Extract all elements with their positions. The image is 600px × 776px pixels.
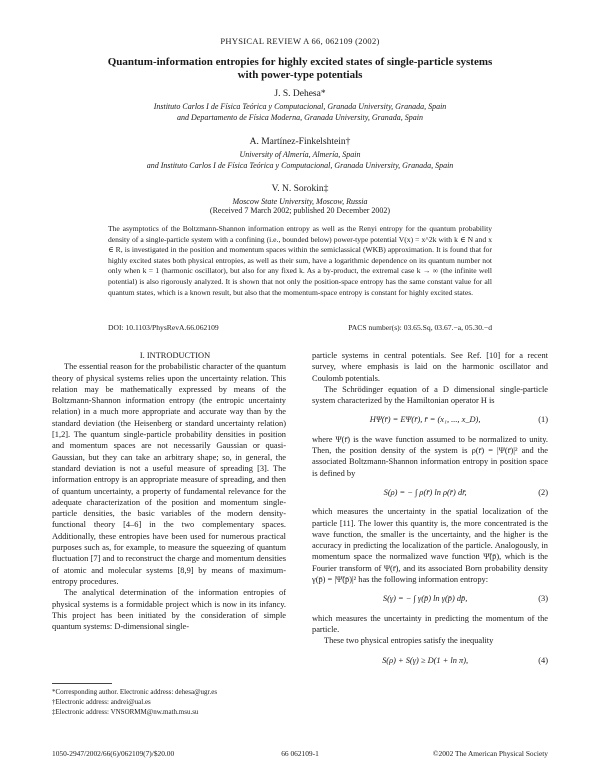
right-paragraph-2: The Schrödinger equation of a D dimensional single-particle system characterized by the Hamiltonian operator H is [312, 384, 548, 406]
affiliation-2a: University of Almería, Almería, Spain [239, 150, 361, 159]
equation-1-number: (1) [538, 415, 548, 425]
intro-paragraph-1: The essential reason for the probabilistic character of the quantum theory of physical systems relies upon the uncertainty relation. This relation may be mathematically expressed by means of the Boltzmann-Shannon information entropy (the entropic uncertainty relation) in a much more appropriate and accurate way than by the standard deviation (the Heisenberg or standard uncertainty relation) [1,2]. The quantum single-particle probability densities in position and momentum spaces are not necessarily Gaussian or quasi-Gaussian, but they can take an arbitrary shape; so, in general, the standard deviation is not a useful measure of spreading [3]. The information entropy is an appropriate measure of spreading, and then of quantum uncertainty, a property of fundamental relevance for the adequate characterization of the position and momentum single-particle densities, the basic variables of the modern density-functional theory [4–6] in the two complementary spaces. Additionally, these entropies have been used for numerous practical purposes such as, for example, to measure the squeezing of quantum fluctuation [7] and to reconstruct the charge and momentum densities of atomic and molecular systems [8,9] by means of maximum-entropy procedures. [52, 362, 286, 586]
author-1: J. S. Dehesa* [274, 89, 326, 99]
footnotes [52, 683, 286, 717]
affiliation-1a: Instituto Carlos I de Física Teórica y Computacional, Granada University, Granada, Spain [153, 102, 447, 111]
section-heading-introduction: I. INTRODUCTION [139, 351, 211, 360]
footnote-2: †Electronic address: andrei@ual.es [52, 698, 151, 706]
title-line-1: Quantum-information entropies for highly excited states of single-particle systems [107, 56, 493, 68]
right-paragraph-5: which measures the uncertainty in predicting the momentum of the particle. [312, 613, 548, 634]
right-paragraph-6: These two physical entropies satisfy the inequality [324, 636, 494, 646]
equation-3-body: S(γ) = − ∫ γ(p̄) ln γ(p̄) dp̄, [382, 594, 468, 604]
pacs-numbers: PACS number(s): 03.65.Sq, 03.67.−a, 05.30.−d [348, 323, 492, 332]
equation-3 [312, 593, 548, 604]
equation-4 [312, 655, 548, 666]
equation-4-number: (4) [538, 655, 548, 665]
right-paragraph-4: which measures the uncertainty in the spatial localization of the particle [11]. The lower this quantity is, the more concentrated is the wave function, the smaller is the uncertainty, and the higher is the accuracy in predicting the localization of the particle. Analogously, in momentum space the normalized wave function Ψ̃(p̄), which is the Fourier transform of Ψ(r̄), and its associated Born probability density γ(p̄) = |Ψ̃(p̄)|² has the following information entropy: [312, 507, 548, 585]
title-line-2: with power-type potentials [237, 69, 363, 81]
equation-1 [312, 414, 548, 425]
intro-paragraph-2: The analytical determination of the information entropies of physical systems is a formidable project which is now in its infancy. This project has been initiated by the consideration of simple quantum systems: D-dimensional single- [52, 588, 286, 632]
author-3: V. N. Sorokin‡ [271, 184, 329, 194]
footer-issn: 1050-2947/2002/66(6)/062109(7)/$20.00 [52, 749, 175, 758]
paper-title [0, 56, 600, 82]
equation-2 [312, 487, 548, 498]
journal-header: PHYSICAL REVIEW A 66, 062109 (2002) [220, 36, 380, 46]
affiliation-3a: Moscow State University, Moscow, Russia [232, 197, 368, 206]
equation-2-body: S(ρ) = − ∫ ρ(r̄) ln ρ(r̄) dr̄, [383, 487, 467, 497]
equation-1-body: HΨ(r̄) = EΨ(r̄), r̄ = (x₁, ..., x_D), [369, 415, 481, 425]
footer-page-number: 66 062109-1 [281, 749, 319, 758]
received-dates: (Received 7 March 2002; published 20 December 2002) [209, 206, 391, 215]
doi: DOI: 10.1103/PhysRevA.66.062109 [108, 323, 219, 332]
footnote-1: *Corresponding author. Electronic address: dehesa@ugr.es [52, 688, 218, 696]
right-paragraph-1: particle systems in central potentials. See Ref. [10] for a recent survey, where emphasis is laid on the harmonic oscillator and Coulomb potentials. [312, 351, 548, 383]
affiliation-1b: and Departamento de Física Moderna, Granada University, Granada, Spain [177, 113, 423, 122]
abstract: The asymptotics of the Boltzmann-Shannon information entropy as well as the Renyi entropy for the quantum probability density of a single-particle system with a confining (i.e., bounded below) power-type potential V(x) = x^2k with k ∈ N and x ∈ R, is investigated in the position and momentum spaces within the semiclassical (WKB) approximation. It is found that for highly excited states both physical entropies, as well as their sum, have a logarithmic dependence on its quantum number not only when k = 1 (harmonic oscillator), but also for any fixed k. As a by-product, the extremal case k → ∞ (the infinite well potential) is also rigorously analyzed. It is shown that not only the position-space entropy has the same constant value for all quantum states, which is a known result, but also that the momentum-space entropy is constant for highly excited states. [108, 224, 492, 297]
footnote-rule [52, 683, 112, 684]
left-column [52, 350, 286, 632]
equation-3-number: (3) [538, 594, 548, 604]
right-column [312, 350, 548, 674]
author-2: A. Martínez-Finkelshtein† [249, 137, 351, 147]
footer-copyright: ©2002 The American Physical Society [432, 749, 548, 758]
right-paragraph-3: where Ψ(r̄) is the wave function assumed to be normalized to unity. Then, the position density of the system is ρ(r̄) = |Ψ(r̄)|² and the associated Boltzmann-Shannon information entropy in position space is defined by [312, 434, 548, 478]
affiliation-2b: and Instituto Carlos I de Física Teórica y Computacional, Granada University, Granada, Spain [146, 161, 454, 170]
equation-2-number: (2) [538, 487, 548, 497]
equation-4-body: S(ρ) + S(γ) ≥ D(1 + ln π), [382, 655, 469, 665]
footnote-3: ‡Electronic address: VNSORMM@nw.math.msu.su [52, 708, 199, 716]
